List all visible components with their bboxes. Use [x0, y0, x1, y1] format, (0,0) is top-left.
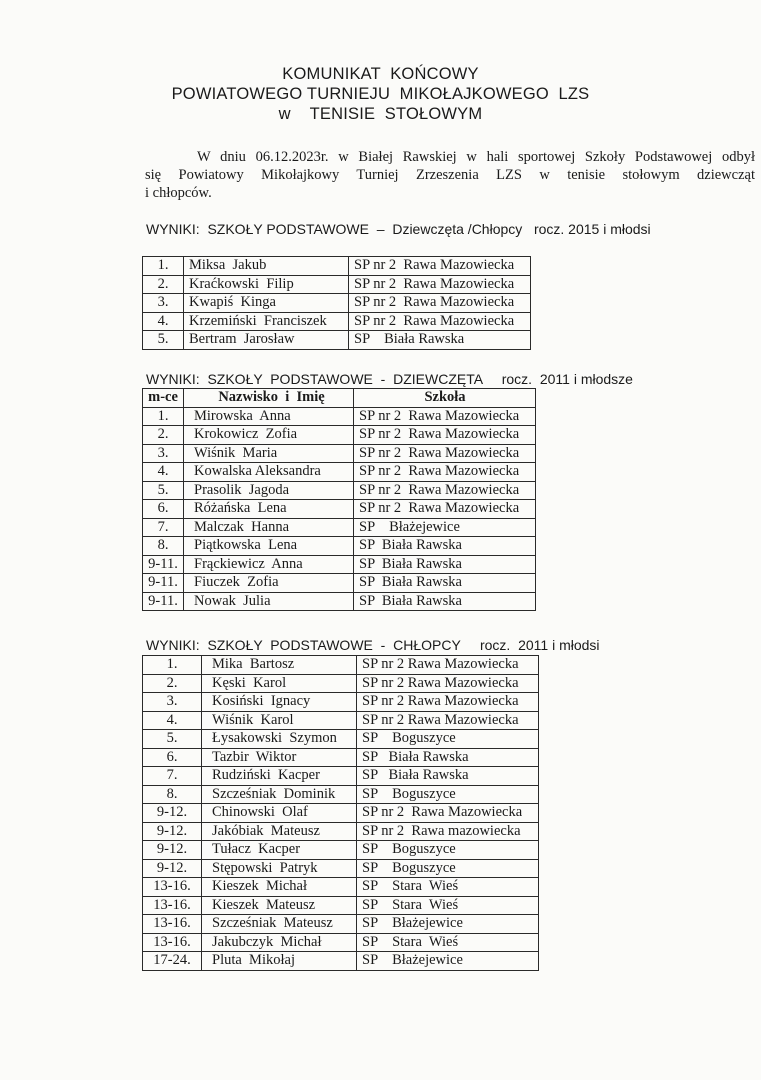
name-cell: Szcześniak Dominik	[202, 785, 357, 804]
table-row	[143, 592, 536, 611]
column-header-school: Szkoła	[354, 389, 536, 408]
table-row	[143, 693, 539, 712]
school-cell: SP nr 2 Rawa Mazowiecka	[349, 312, 531, 331]
table-row	[143, 841, 539, 860]
column-header-place: m-ce	[143, 389, 184, 408]
place-cell: 2.	[143, 674, 202, 693]
school-cell: SP nr 2 Rawa Mazowiecka	[357, 711, 539, 730]
school-cell: SP nr 2 Rawa Mazowiecka	[349, 257, 531, 276]
place-cell: 3.	[143, 294, 184, 313]
table-row	[143, 407, 536, 426]
name-cell: Kieszek Mateusz	[202, 896, 357, 915]
name-cell: Nowak Julia	[184, 592, 354, 611]
place-cell: 17-24.	[143, 952, 202, 971]
place-cell: 5.	[143, 331, 184, 350]
table-row	[143, 331, 531, 350]
document-title	[0, 64, 761, 124]
table-row	[143, 822, 539, 841]
table-row	[143, 674, 539, 693]
table-row	[143, 518, 536, 537]
school-cell: SP Biała Rawska	[357, 748, 539, 767]
name-cell: Pluta Mikołaj	[202, 952, 357, 971]
table-row	[143, 804, 539, 823]
place-cell: 13-16.	[143, 878, 202, 897]
table-row	[143, 915, 539, 934]
results-table-body	[143, 257, 531, 350]
table-row	[143, 463, 536, 482]
table-row	[143, 426, 536, 445]
name-cell: Frąckiewicz Anna	[184, 555, 354, 574]
name-cell: Krokowicz Zofia	[184, 426, 354, 445]
school-cell: SP nr 2 Rawa Mazowiecka	[354, 500, 536, 519]
school-cell: SP Stara Wieś	[357, 896, 539, 915]
place-cell: 1.	[143, 257, 184, 276]
school-cell: SP Biała Rawska	[354, 555, 536, 574]
intro-paragraph	[145, 148, 755, 202]
place-cell: 8.	[143, 537, 184, 556]
school-cell: SP Boguszyce	[357, 785, 539, 804]
place-cell: 1.	[143, 407, 184, 426]
name-cell: Tazbir Wiktor	[202, 748, 357, 767]
name-cell: Kęski Karol	[202, 674, 357, 693]
school-cell: SP Biała Rawska	[349, 331, 531, 350]
school-cell: SP Błażejewice	[354, 518, 536, 537]
table-row	[143, 257, 531, 276]
school-cell: SP nr 2 Rawa Mazowiecka	[357, 674, 539, 693]
place-cell: 13-16.	[143, 896, 202, 915]
place-cell: 9-11.	[143, 555, 184, 574]
table-row	[143, 767, 539, 786]
table-row	[143, 785, 539, 804]
school-cell: SP nr 2 Rawa Mazowiecka	[354, 426, 536, 445]
name-cell: Rudziński Kacper	[202, 767, 357, 786]
name-cell: Jakubczyk Michał	[202, 933, 357, 952]
table-row	[143, 294, 531, 313]
section2-heading: WYNIKI: SZKOŁY PODSTAWOWE - DZIEWCZĘTA rocz. 2011 i młodsze	[146, 371, 633, 387]
table-row	[143, 574, 536, 593]
school-cell: SP Boguszyce	[357, 730, 539, 749]
results-table-boys-2011	[142, 655, 539, 971]
table-row	[143, 555, 536, 574]
place-cell: 4.	[143, 312, 184, 331]
table-row	[143, 500, 536, 519]
place-cell: 2.	[143, 426, 184, 445]
name-cell: Chinowski Olaf	[202, 804, 357, 823]
school-cell: SP Błażejewice	[357, 952, 539, 971]
name-cell: Różańska Lena	[184, 500, 354, 519]
table-row	[143, 481, 536, 500]
title-line-1: KOMUNIKAT KOŃCOWY	[282, 65, 479, 83]
school-cell: SP nr 2 Rawa Mazowiecka	[357, 693, 539, 712]
place-cell: 7.	[143, 518, 184, 537]
school-cell: SP Boguszyce	[357, 841, 539, 860]
table-row	[143, 656, 539, 675]
name-cell: Wiśnik Maria	[184, 444, 354, 463]
table-row	[143, 537, 536, 556]
table-header-row	[143, 389, 536, 408]
name-cell: Prasolik Jagoda	[184, 481, 354, 500]
place-cell: 9-12.	[143, 804, 202, 823]
table-row	[143, 711, 539, 730]
title-line-3: w TENISIE STOŁOWYM	[278, 105, 483, 123]
table-row	[143, 730, 539, 749]
results-table-girls-2011	[142, 388, 536, 611]
school-cell: SP Stara Wieś	[357, 878, 539, 897]
name-cell: Mirowska Anna	[184, 407, 354, 426]
school-cell: SP nr 2 Rawa Mazowiecka	[354, 463, 536, 482]
school-cell: SP nr 2 Rawa Mazowiecka	[354, 481, 536, 500]
place-cell: 4.	[143, 463, 184, 482]
results-table-body	[143, 407, 536, 611]
title-line-2: POWIATOWEGO TURNIEJU MIKOŁAJKOWEGO LZS	[171, 85, 590, 103]
name-cell: Łysakowski Szymon	[202, 730, 357, 749]
place-cell: 13-16.	[143, 933, 202, 952]
name-cell: Tułacz Kacper	[202, 841, 357, 860]
name-cell: Kowalska Aleksandra	[184, 463, 354, 482]
school-cell: SP nr 2 Rawa Mazowiecka	[354, 444, 536, 463]
name-cell: Malczak Hanna	[184, 518, 354, 537]
place-cell: 9-12.	[143, 841, 202, 860]
school-cell: SP nr 2 Rawa mazowiecka	[357, 822, 539, 841]
place-cell: 5.	[143, 481, 184, 500]
section1-heading: WYNIKI: SZKOŁY PODSTAWOWE – Dziewczęta /Chłopcy rocz. 2015 i młodsi	[146, 221, 651, 237]
school-cell: SP Boguszyce	[357, 859, 539, 878]
name-cell: Stępowski Patryk	[202, 859, 357, 878]
column-header-name: Nazwisko i Imię	[184, 389, 354, 408]
name-cell: Miksa Jakub	[184, 257, 349, 276]
school-cell: SP nr 2 Rawa Mazowiecka	[349, 275, 531, 294]
name-cell: Piątkowska Lena	[184, 537, 354, 556]
school-cell: SP nr 2 Rawa Mazowiecka	[354, 407, 536, 426]
intro-line-3: i chłopców.	[145, 185, 212, 201]
intro-line-2: się Powiatowy Mikołajkowy Turniej Zrzeszenia LZS w tenisie stołowym dziewcząt	[145, 167, 755, 183]
place-cell: 9-11.	[143, 592, 184, 611]
place-cell: 13-16.	[143, 915, 202, 934]
place-cell: 9-11.	[143, 574, 184, 593]
school-cell: SP Biała Rawska	[354, 537, 536, 556]
place-cell: 2.	[143, 275, 184, 294]
place-cell: 8.	[143, 785, 202, 804]
school-cell: SP nr 2 Rawa Mazowiecka	[349, 294, 531, 313]
name-cell: Szcześniak Mateusz	[202, 915, 357, 934]
table-row	[143, 312, 531, 331]
name-cell: Fiuczek Zofia	[184, 574, 354, 593]
school-cell: SP Błażejewice	[357, 915, 539, 934]
place-cell: 4.	[143, 711, 202, 730]
place-cell: 3.	[143, 444, 184, 463]
table-row	[143, 896, 539, 915]
name-cell: Krzemiński Franciszek	[184, 312, 349, 331]
table-row	[143, 444, 536, 463]
name-cell: Kwapiś Kinga	[184, 294, 349, 313]
school-cell: SP Biała Rawska	[354, 574, 536, 593]
results-table-mixed-2015	[142, 256, 531, 350]
place-cell: 9-12.	[143, 822, 202, 841]
place-cell: 6.	[143, 500, 184, 519]
school-cell: SP nr 2 Rawa Mazowiecka	[357, 656, 539, 675]
name-cell: Bertram Jarosław	[184, 331, 349, 350]
place-cell: 6.	[143, 748, 202, 767]
school-cell: SP nr 2 Rawa Mazowiecka	[357, 804, 539, 823]
school-cell: SP Biała Rawska	[354, 592, 536, 611]
results-table-body	[143, 656, 539, 971]
place-cell: 3.	[143, 693, 202, 712]
table-row	[143, 952, 539, 971]
name-cell: Kieszek Michał	[202, 878, 357, 897]
name-cell: Kosiński Ignacy	[202, 693, 357, 712]
table-row	[143, 748, 539, 767]
school-cell: SP Biała Rawska	[357, 767, 539, 786]
table-row	[143, 878, 539, 897]
name-cell: Kraćkowski Filip	[184, 275, 349, 294]
table-row	[143, 275, 531, 294]
name-cell: Jakóbiak Mateusz	[202, 822, 357, 841]
place-cell: 7.	[143, 767, 202, 786]
intro-line-1: W dniu 06.12.2023r. w Białej Rawskiej w hali sportowej Szkoły Podstawowej odbył	[197, 149, 755, 165]
name-cell: Mika Bartosz	[202, 656, 357, 675]
name-cell: Wiśnik Karol	[202, 711, 357, 730]
place-cell: 5.	[143, 730, 202, 749]
place-cell: 1.	[143, 656, 202, 675]
school-cell: SP Stara Wieś	[357, 933, 539, 952]
place-cell: 9-12.	[143, 859, 202, 878]
table-row	[143, 933, 539, 952]
table-row	[143, 859, 539, 878]
section3-heading: WYNIKI: SZKOŁY PODSTAWOWE - CHŁOPCY rocz. 2011 i młodsi	[146, 637, 600, 653]
